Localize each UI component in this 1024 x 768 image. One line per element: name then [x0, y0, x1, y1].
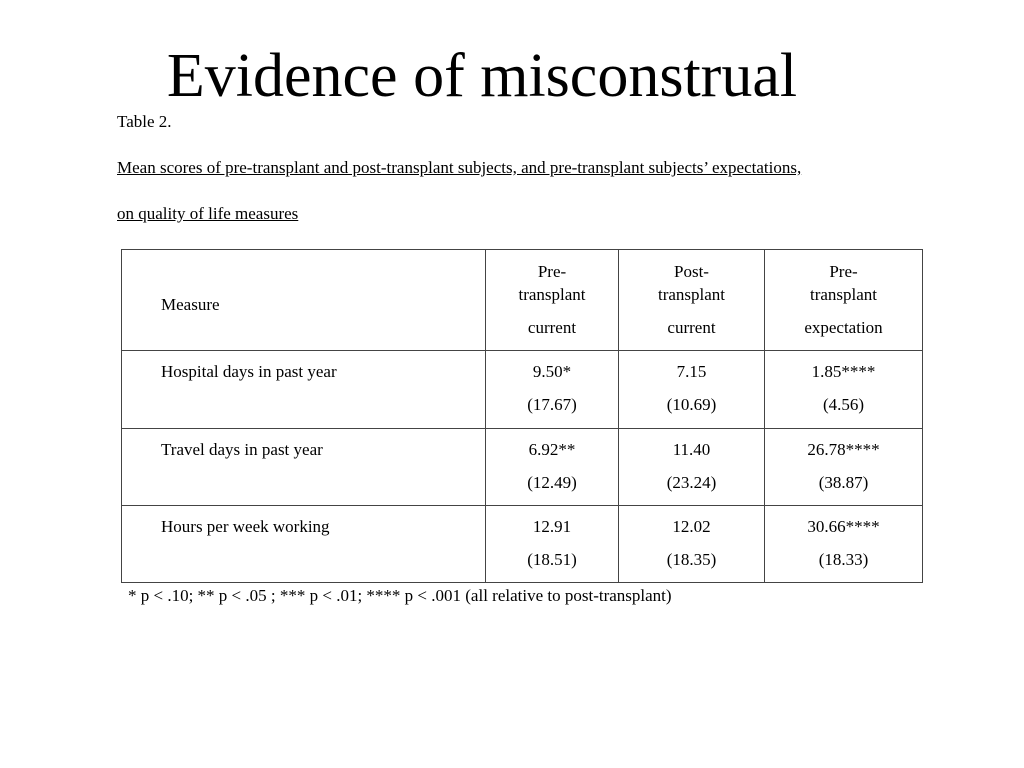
row-sd-value: (18.35) [666, 550, 717, 569]
row-mean-value: 1.85**** [811, 362, 876, 381]
row-sd-value: (18.33) [818, 550, 869, 569]
header-measure: Measure [161, 295, 220, 314]
row-measure-label: Hospital days in past year [161, 362, 337, 381]
row-sd-value: (23.24) [666, 473, 717, 492]
row-measure-label: Hours per week working [161, 517, 330, 536]
row-sd-value: (17.67) [527, 395, 577, 414]
table-description-line-1: Mean scores of pre-transplant and post-transplant subjects, and pre-transplant subjects’ expectations, [117, 158, 802, 177]
row-mean-value: 26.78**** [807, 440, 880, 459]
table-description-line-2: on quality of life measures [117, 204, 299, 223]
row-mean-value: 30.66**** [807, 517, 880, 536]
row-divider [122, 505, 922, 506]
row-sd-value: (18.51) [527, 550, 577, 569]
row-mean-value: 6.92** [528, 440, 576, 459]
row-mean-value: 12.02 [672, 517, 711, 536]
header-col1-line3: current [527, 318, 577, 337]
header-col2-line3: current [667, 318, 716, 337]
row-sd-value: (12.49) [527, 473, 577, 492]
header-col1-line1: Pre- [537, 262, 567, 281]
header-col3-line3: expectation [804, 318, 883, 337]
row-mean-value: 9.50* [532, 362, 572, 381]
header-col3-line2: transplant [809, 285, 878, 304]
header-col2-line2: transplant [657, 285, 726, 304]
row-divider [122, 428, 922, 429]
row-divider [122, 350, 922, 351]
row-sd-value: (38.87) [818, 473, 869, 492]
row-mean-value: 7.15 [676, 362, 707, 381]
table-caption: Table 2. [117, 112, 172, 131]
row-mean-value: 11.40 [672, 440, 711, 459]
row-sd-value: (10.69) [666, 395, 717, 414]
slide-title: Evidence of misconstrual [166, 42, 798, 110]
row-measure-label: Travel days in past year [161, 440, 323, 459]
row-mean-value: 12.91 [532, 517, 572, 536]
header-col2-line1: Post- [674, 262, 709, 281]
row-sd-value: (4.56) [822, 395, 865, 414]
header-col3-line1: Pre- [829, 262, 858, 281]
table-footnote: * p < .10; ** p < .05 ; *** p < .01; **** p < .001 (all relative to post-transplant) [128, 586, 672, 605]
results-table [121, 249, 923, 583]
header-col1-line2: transplant [518, 285, 586, 304]
